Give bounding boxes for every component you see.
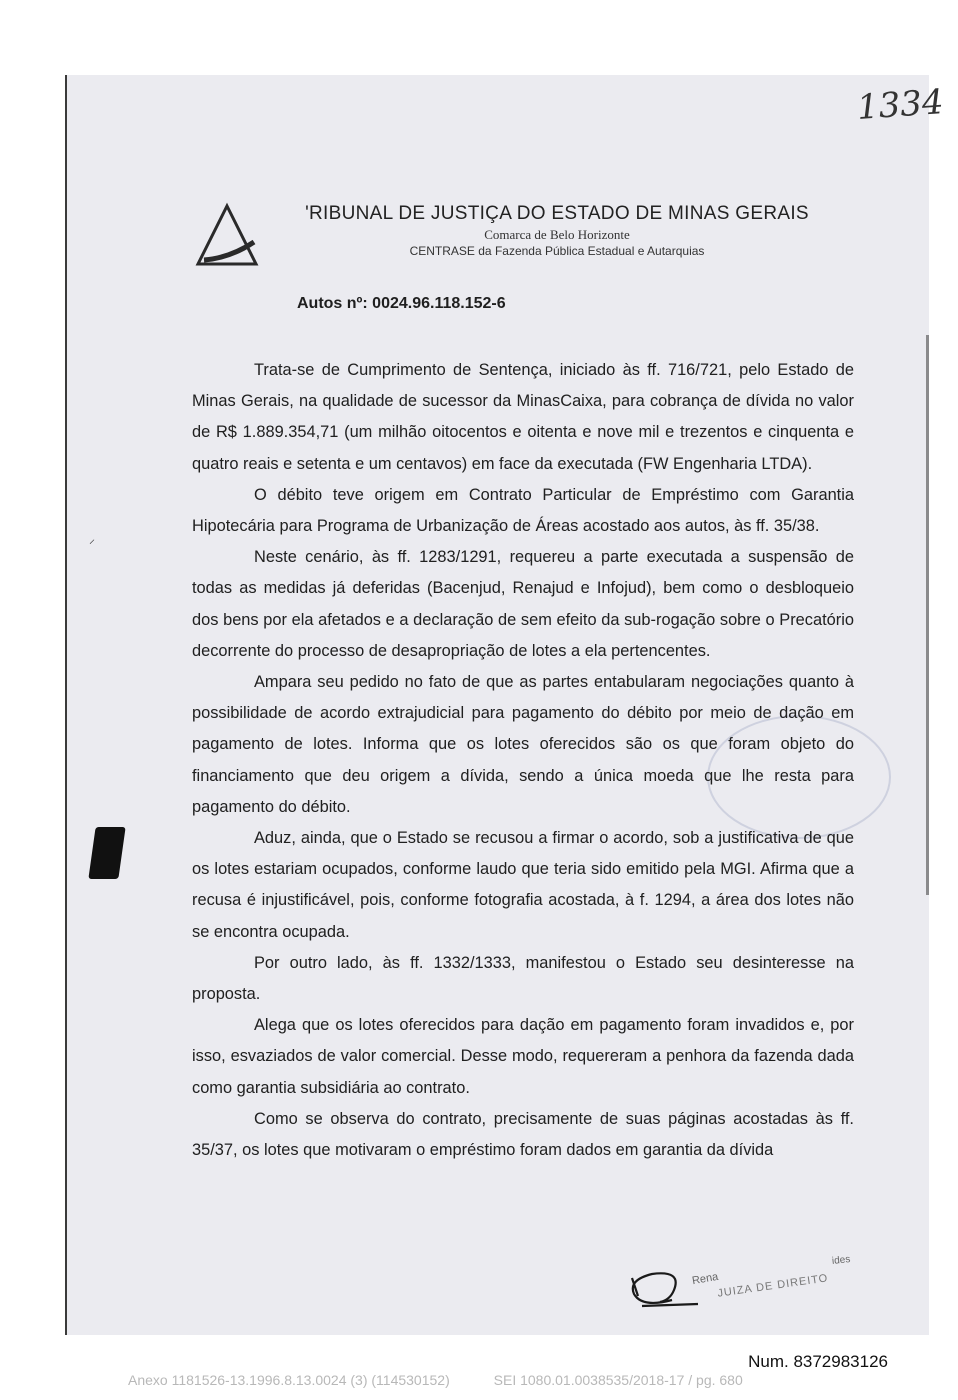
paragraph: O débito teve origem em Contrato Particular de Empréstimo com Garantia Hipotecária para Programa de Urbanização de Áreas acostado aos autos, às ff. 35/38.: [192, 485, 854, 536]
paragraph: Aduz, ainda, que o Estado se recusou a firmar o acordo, sob a justificativa de que os lotes estariam ocupados, conforme laudo que teria sido emitido pela MGI. Afirma que a recusa é injustificável, pois, conforme fotografia acostada, à f. 1294, a área dos lotes não se encontra ocupada.: [192, 829, 854, 941]
signature-stamp-extra: ides: [831, 1254, 851, 1267]
scan-shadow-edge: [926, 335, 929, 895]
unit-line: CENTRASE da Fazenda Pública Estadual e Autarquias: [409, 244, 705, 258]
signature-stamp-name: Rena: [691, 1270, 720, 1288]
paragraph: Ampara seu pedido no fato de que as partes entabularam negociações quanto à possibilidade de acordo extrajudicial para pagamento do débito por meio de dação em pagamento de lotes. Informa que os lotes oferecidos são os que foram objeto do financiamento que deu origem a dívida, sendo a única moeda que lhe resta para pagamento do débito.: [192, 673, 854, 816]
signature-icon: [612, 1260, 702, 1310]
margin-ink-mark: [88, 827, 125, 879]
handwritten-page-number: 1334: [855, 82, 945, 128]
document-body: [192, 355, 854, 1166]
paragraph: Alega que os lotes oferecidos para dação em pagamento foram invadidos e, por isso, esvaziados de valor comercial. Desse modo, requereram a penhora da fazenda dada como garantia subsidiária ao contrato.: [192, 1016, 854, 1097]
scanned-page: [65, 75, 945, 1335]
court-title: 'RIBUNAL DE JUSTIÇA DO ESTADO DE MINAS GERAIS: [305, 203, 809, 224]
sei-reference: SEI 1080.01.0038535/2018-17 / pg. 680: [493, 1372, 743, 1388]
document-number: Num. 8372983126: [748, 1352, 888, 1371]
margin-mark-small: ⸝: [89, 532, 96, 546]
paragraph: Trata-se de Cumprimento de Sentença, iniciado às ff. 716/721, pelo Estado de Minas Gerais, na qualidade de sucessor da MinasCaixa, para cobrança de dívida no valor de R$ 1.889.354,71 (um milhão oitocentos e oitenta e nove mil e trezentos e cinquenta e quatro reais e setenta e um centavos) em face da executada (FW Engenharia LTDA).: [192, 361, 854, 473]
comarca-line: Comarca de Belo Horizonte: [484, 227, 630, 242]
paragraph: Como se observa do contrato, precisamente de suas páginas acostadas às ff. 35/37, os lotes que motivaram o empréstimo foram dados em garantia da dívida: [192, 1109, 854, 1160]
court-logo-icon: [192, 200, 262, 270]
annex-reference: Anexo 1181526-13.1996.8.13.0024 (3) (114530152): [128, 1372, 450, 1388]
paragraph: Por outro lado, às ff. 1332/1333, manifestou o Estado seu desinteresse na proposta.: [192, 953, 854, 1004]
paragraph: Neste cenário, às ff. 1283/1291, requereu a parte executada a suspensão de todas as medidas já deferidas (Bacenjud, Renajud e Infojud), bem como o desbloqueio dos bens por ela afetados e a declaração de sem efeito da sub-rogação sobre o Precatório decorrente do processo de desapropriação de lotes a ela pertencentes.: [192, 548, 854, 660]
case-number: Autos nº: 0024.96.118.152-6: [297, 295, 506, 312]
footer-metadata: [128, 1372, 743, 1388]
signature-stamp-role: JUIZA DE DIREITO: [716, 1272, 830, 1300]
